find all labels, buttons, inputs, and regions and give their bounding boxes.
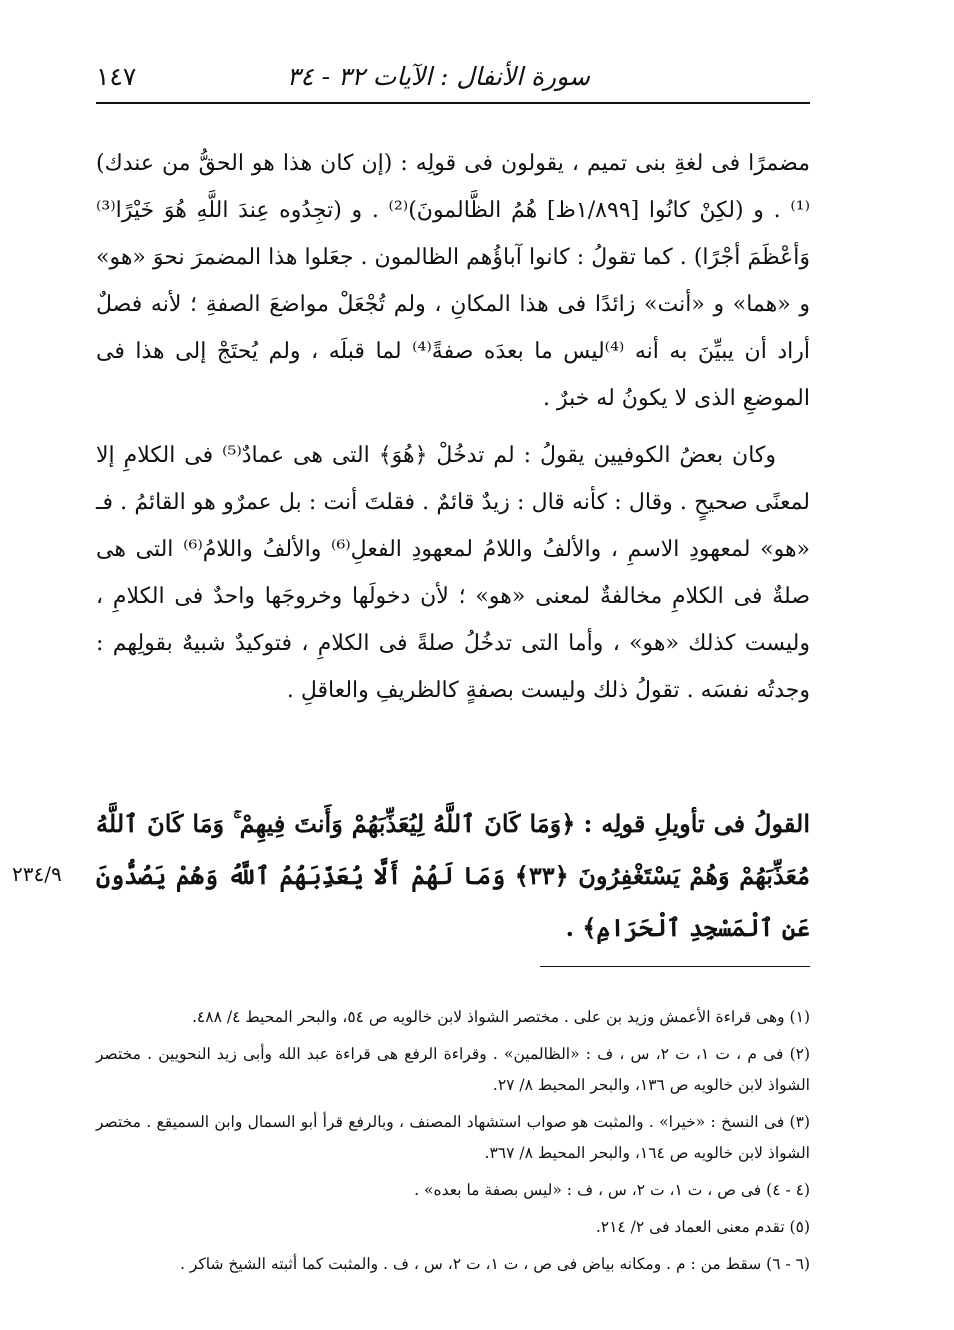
footnote-1: (١) وهى قراءة الأعمش وزيد بن على . مختصر الشواذ لابن خالويه ص ٥٤، والبحر المحيط ٤/ ٤٨٨.: [191, 1008, 810, 1026]
footnote-3: (٣) فى النسخ : «خيرا» . والمثبت هو صواب استشهاد المصنف ، وبالرفع قرأ أبو السمال وابن السميقع . مختصر الشواذ لابن خالويه ص ١٦٤، والبحر المحيط ٨/ ٣٦٧.: [96, 1113, 810, 1162]
paragraph-2: وكان بعضُ الكوفيين يقولُ : لم تدخُلْ ﴿هُوَ﴾ التى هى عمادٌ⁽⁵⁾ فى الكلامِ إلا لمعنًى صحيحٍ . وقال : كأنه قال : زيدٌ قائمٌ . فقلتَ أنت : بل عمرٌو هو القائمُ . فـ «هو» لمعهودِ الاسمِ ، والألفُ واللامُ لمعهودِ الفعلِ⁽⁶⁾ والألفُ واللامُ⁽⁶⁾ التى هى صلةٌ فى الكلامِ مخالفةٌ لمعنى «هو» ؛ لأن دخولَها وخروجَها واحدٌ فى الكلامِ ، وليست كذلك «هو» ، وأما التى تدخُلُ صلةً فى الكلامِ ، فتوكيدٌ شبيهٌ بقولِهم : وجدتُه نفسَه . تقولُ ذلك وليست بصفةٍ كالظريفِ والعاقلِ .: [96, 443, 811, 703]
footnote-4: (٤ - ٤) فى ص ، ت ١، ت ٢، س ، ف : «ليس بصفة ما بعده» .: [414, 1181, 810, 1199]
main-text: [96, 140, 810, 714]
quran-verse: ﴿وَمَا كَانَ ٱللَّهُ لِيُعَذِّبَهُمْ وَأَنتَ فِيهِمْ ۚ وَمَا كَانَ ٱللَّهُ مُعَذِّبَهُمْ وَهُمْ يَسْتَغْفِرُونَ ﴿٣٣﴾ وَمَا لَهُمْ أَلَّا يُعَذِّبَهُمُ ٱللَّهُ وَهُمْ يَصُدُّونَ عَنِ ٱلْمَسْجِدِ ٱلْحَرَامِ﴾ .: [96, 809, 810, 942]
header-title: سورة الأنفال : الآيات ٣٢ - ٣٤: [286, 62, 590, 91]
footnote-separator: [540, 966, 810, 967]
verse-lead: القولُ فى تأويلِ قولِه :: [583, 809, 810, 838]
running-header: [96, 60, 810, 104]
verse-section: [96, 798, 810, 954]
footnote-2: (٢) فى م ، ت ١، ت ٢، س ، ف : «الظالمين» . وقراءة الرفع هى قراءة عبد الله وأبى زيد النحويين . مختصر الشواذ لابن خالويه ص ١٣٦، والبحر المحيط ٨/ ٢٧.: [96, 1045, 811, 1094]
footnote-6: (٦ - ٦) سقط من : م . ومكانه بياض فى ص ، ت ١، ت ٢، س ، ف . والمثبت كما أثبته الشيخ شاكر .: [180, 1255, 810, 1273]
paragraph-1: مضمرًا فى لغةِ بنى تميم ، يقولون فى قولِه : (إن كان هذا هو الحقُّ من عندك)⁽¹⁾ . و (لكِنْ كانُوا [١/٨٩٩ظ] هُمُ الظَّالمونَ)⁽²⁾ . و (تجِدُوه عِندَ اللَّهِ هُوَ خَيْرًا⁽³⁾ وَأعْظَمَ أجْرًا) . كما تقولُ : كانوا آباؤُهم الظالمون . جعَلوا هذا المضمرَ نحوَ «هو» و «هما» و «أنت» زائدًا فى هذا المكانِ ، ولم تُجْعَلْ مواضعَ الصفةِ ؛ لأنه فصلٌ أراد أن يبيِّنَ به أنه ⁽⁴⁾ليس ما بعدَه صفةً⁽⁴⁾ لما قبلَه ، ولم يُحتَجْ إلى هذا فى الموضعِ الذى لا يكونُ له خبرٌ .: [96, 151, 810, 411]
header-rule: [96, 102, 810, 104]
page-number: ١٤٧: [96, 62, 137, 91]
footnote-5: (٥) تقدم معنى العماد فى ٢/ ٢١٤.: [595, 1218, 810, 1236]
footnotes: [96, 1002, 810, 1286]
margin-reference: ٢٣٤/٩: [12, 862, 62, 886]
